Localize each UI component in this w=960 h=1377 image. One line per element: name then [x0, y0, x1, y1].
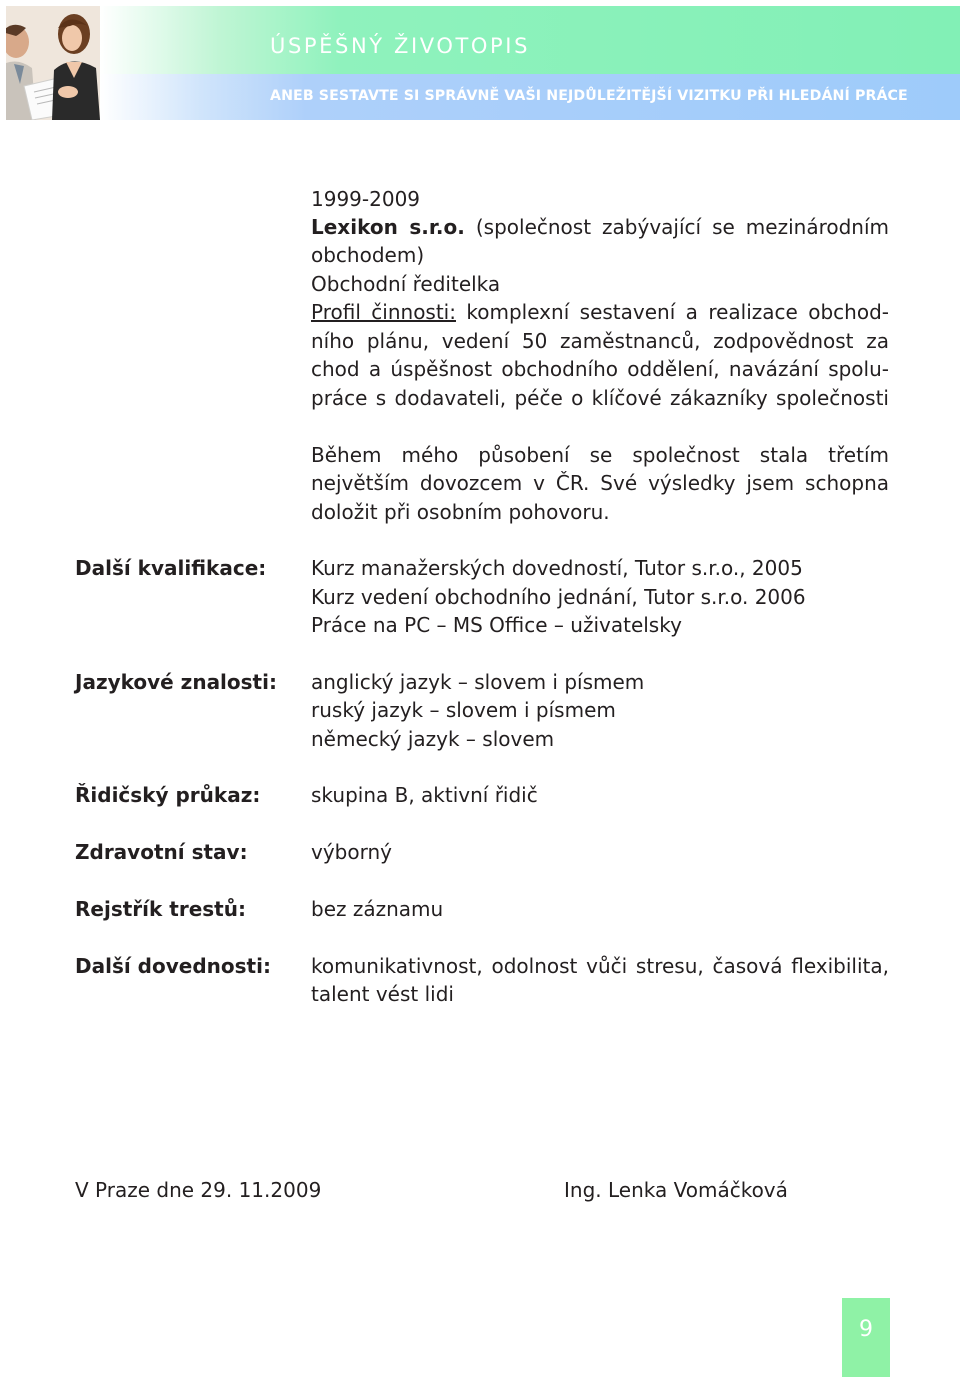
qualification-item: Práce na PC – MS Office – uživatelsky	[311, 613, 682, 637]
business-people-illustration	[6, 6, 100, 120]
profile-text: komplexní sestavení a realizace obchod-	[466, 300, 889, 324]
qualification-item: Kurz manažerských dovedností, Tutor s.r.o., 2005	[311, 556, 803, 580]
experience-years: 1999-2009	[311, 187, 421, 211]
record-label: Rejstřík trestů:	[75, 897, 246, 921]
health-value: výborný	[311, 840, 392, 864]
achievement-line: Během mého působení se společnost stala třetím	[311, 443, 889, 467]
record-value: bez záznamu	[311, 897, 444, 921]
qualification-item: Kurz vedení obchodního jednání, Tutor s.r.o. 2006	[311, 585, 806, 609]
company-name: Lexikon s.r.o.	[311, 215, 465, 239]
skills-value: komunikativnost, odolnost vůči stresu, časová flexibilita,	[311, 954, 889, 978]
skills-value-cont: talent vést lidi	[311, 982, 454, 1006]
banner-title: ÚSPĚŠNÝ ŽIVOTOPIS	[270, 34, 531, 58]
profile-line: chod a úspěšnost obchodního oddělení, navázání spolu-	[311, 357, 889, 381]
achievement-line: největším dovozcem v ČR. Své výsledky jsem schopna	[311, 471, 889, 495]
language-item: ruský jazyk – slovem i písmem	[311, 698, 616, 722]
languages-label: Jazykové znalosti:	[75, 670, 277, 694]
signature-name: Ing. Lenka Vomáčková	[564, 1178, 788, 1202]
license-label: Řidičský průkaz:	[75, 783, 261, 807]
banner-subtitle: ANEB SESTAVTE SI SPRÁVNĚ VAŠI NEJDŮLEŽITĚJŠÍ VIZITKU PŘI HLEDÁNÍ PRÁCE	[270, 88, 908, 104]
language-item: německý jazyk – slovem	[311, 727, 555, 751]
profile-label: Profil činnosti:	[311, 300, 456, 324]
header-photo	[6, 6, 100, 120]
job-position: Obchodní ředitelka	[311, 272, 501, 296]
experience-company-line	[311, 213, 889, 241]
language-item: anglický jazyk – slovem i písmem	[311, 670, 645, 694]
license-value: skupina B, aktivní řidič	[311, 783, 538, 807]
company-description: (společnost zabývající se mezinárodním	[475, 215, 890, 239]
qualifications-label: Další kvalifikace:	[75, 556, 267, 580]
health-label: Zdravotní stav:	[75, 840, 248, 864]
achievement-line: doložit při osobním pohovoru.	[311, 500, 610, 524]
profile-line	[311, 298, 889, 326]
profile-line: práce s dodavateli, péče o klíčové zákazníky společnosti	[311, 386, 889, 410]
company-description-cont: obchodem)	[311, 243, 425, 267]
profile-line: ního plánu, vedení 50 zaměstnanců, zodpovědnost za	[311, 329, 889, 353]
place-date: V Praze dne 29. 11.2009	[75, 1178, 322, 1202]
header-banner	[6, 6, 960, 120]
skills-label: Další dovednosti:	[75, 954, 271, 978]
page-number: 9	[842, 1298, 890, 1377]
